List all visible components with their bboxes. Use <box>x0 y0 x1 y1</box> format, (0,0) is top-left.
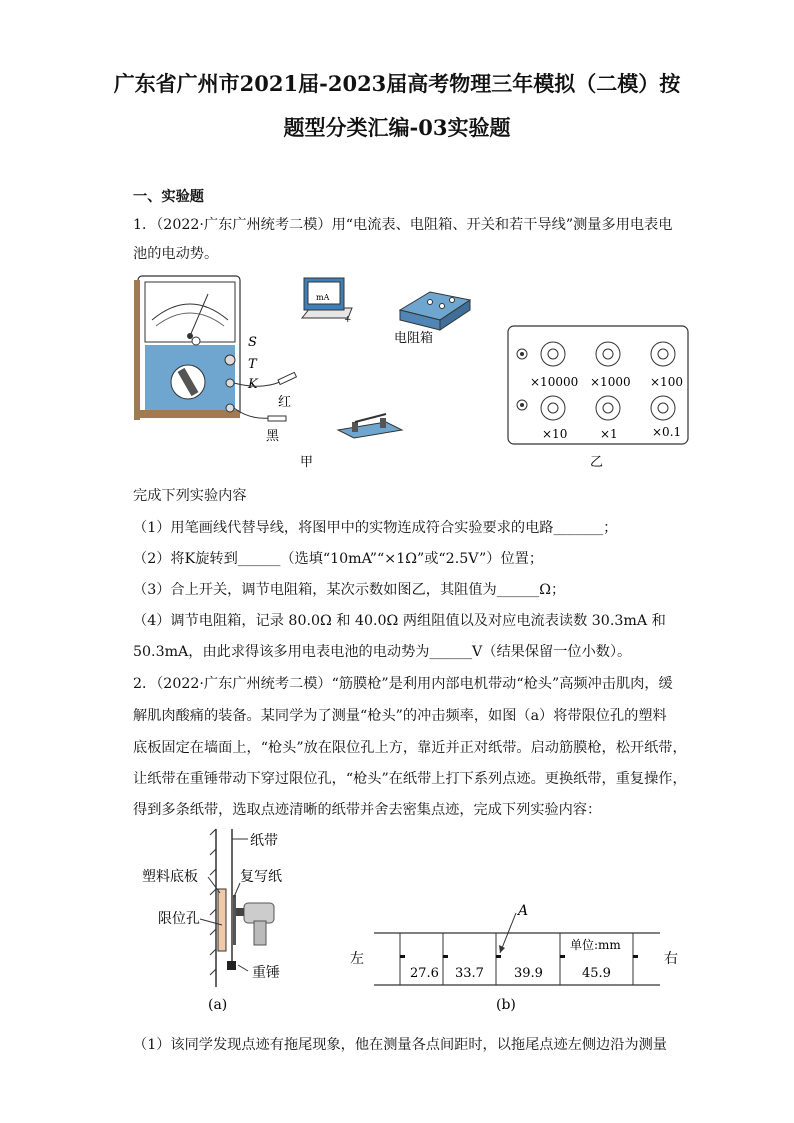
dial-label: ×10 <box>542 427 568 441</box>
label-plate: 塑料底板 <box>142 869 198 885</box>
dial-label: ×0.1 <box>652 425 682 439</box>
q2-stem-line3: 底板固定在墙面上，“枪头”放在限位孔上方，靠近并正对纸带。启动筋膜枪，松开纸带， <box>133 740 687 756</box>
q1-sub-2: （2）将K旋转到______（选填“10mA”“×1Ω”或“2.5V”）位置； <box>133 551 544 567</box>
q1-sub-1: （1）用笔画线代替导线，将图甲中的实物连成符合实验要求的电路_______； <box>133 520 618 536</box>
label-tape: 纸带 <box>250 833 278 849</box>
resistance-box-label: 电阻箱 <box>394 331 434 346</box>
q1-sub-4b: 50.3mA，由此求得该多用电表电池的电动势为______V（结果保留一位小数）。 <box>133 644 632 660</box>
setup-a <box>210 829 274 987</box>
ammeter-plus: + <box>344 315 352 325</box>
figure-2 <box>130 825 690 1015</box>
label-t: T <box>248 357 257 372</box>
q2-stem-line1: 2．（2022·广东广州统考二模）“筋膜枪”是利用内部电机带动“枪头”高频冲击肌肉，缓 <box>133 676 673 692</box>
ammeter-unit: mA <box>316 293 330 302</box>
fig1-caption-right: 乙 <box>590 455 604 470</box>
fig1-caption-left: 甲 <box>300 455 314 470</box>
q1-sub-3: （3）合上开关，调节电阻箱，某次示数如图乙，其阻值为______Ω； <box>133 582 566 598</box>
ammeter <box>302 278 352 325</box>
label-left: 左 <box>350 951 364 967</box>
label-weight: 重锤 <box>252 965 280 981</box>
distance-value: 39.9 <box>514 966 543 981</box>
caption-b: (b) <box>496 997 516 1013</box>
caption-a: (a) <box>208 997 228 1013</box>
label-k: K <box>248 377 258 392</box>
label-black: 黑 <box>266 429 280 444</box>
q1-sub-4a: （4）调节电阻箱，记录 80.0Ω 和 40.0Ω 两组阻值以及对应电流表读数 30.3mA 和 <box>133 613 666 629</box>
doc-title-line1: 广东省广州市2021届-2023届高考物理三年模拟（二模）按 <box>113 71 681 96</box>
section-heading: 一、实验题 <box>133 189 204 205</box>
switch <box>338 414 402 438</box>
q2-stem-line4: 让纸带在重锤带动下穿过限位孔，“枪头”在纸带上打下系列点迹。更换纸带，重复操作， <box>133 771 687 787</box>
distance-value: 33.7 <box>455 966 484 981</box>
dial-label: ×1000 <box>590 375 631 389</box>
distance-value: 27.6 <box>410 966 439 981</box>
figure-1 <box>130 270 700 475</box>
dial-label: ×10000 <box>530 375 579 389</box>
q2-sub-1: （1）该同学发现点迹有拖尾现象，他在测量各点间距时，以拖尾点迹左侧边沿为测量 <box>133 1037 667 1053</box>
resistance-box <box>400 292 470 330</box>
multimeter <box>134 276 240 420</box>
distance-value: 45.9 <box>582 966 611 981</box>
q1-intro: 完成下列实验内容 <box>133 488 247 504</box>
dial-label: ×100 <box>650 375 683 389</box>
doc-title-line2: 题型分类汇编-03实验题 <box>283 115 511 140</box>
dial-label: ×1 <box>600 427 618 441</box>
q1-stem-line2: 池的电动势。 <box>133 246 219 262</box>
q2-stem-line5: 得到多条纸带，选取点迹清晰的纸带并舍去密集点迹，完成下列实验内容： <box>133 802 602 818</box>
dial-panel <box>508 326 688 444</box>
label-right: 右 <box>664 951 678 967</box>
q1-stem-line1: 1．（2022·广东广州统考二模）用“电流表、电阻箱、开关和若干导线”测量多用电表电 <box>133 217 673 233</box>
q2-stem-line2: 解肌肉酸痛的装备。某同学为了测量“枪头”的冲击频率，如图（a）将带限位孔的塑料 <box>133 708 667 724</box>
label-copy: 复写纸 <box>240 869 282 885</box>
label-hole: 限位孔 <box>158 911 200 927</box>
label-unit: 单位:mm <box>570 938 621 952</box>
label-s: S <box>248 335 257 350</box>
label-red: 红 <box>278 395 292 410</box>
label-point-a: A <box>518 903 529 919</box>
